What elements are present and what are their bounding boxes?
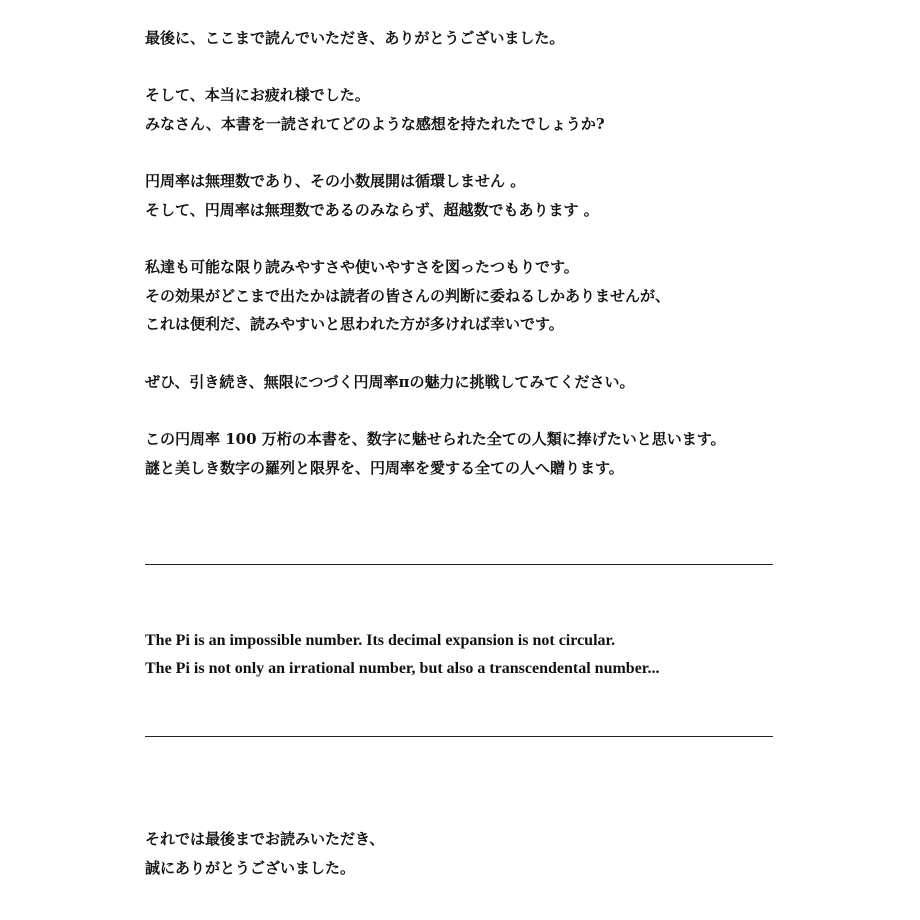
text-line: そして、円周率は無理数であるのみならず、超越数でもあります 。 [145,200,599,219]
text-line: これは便利だ、読みやすいと思われた方が多ければ幸いです。 [145,315,564,333]
paragraph-farewell [145,825,384,882]
paragraph-challenge [145,368,634,397]
text-line: 私達も可能な限り読みやすさや使いやすさを図ったつもりです。 [145,258,579,276]
english-line: The Pi is not only an irrational number, but also a transcendental number... [145,660,660,677]
text-line: その効果がどこまで出たかは読者の皆さんの判断に委ねるしかありませんが、 [145,286,671,305]
text-line: みなさん、本書を一読されてどのような感想を持たれたでしょうか? [145,114,605,133]
text-line: 最後に、ここまで読んでいただき、ありがとうございました。 [145,29,565,47]
paragraph-irrational [145,167,599,224]
text-line: 謎と美しき数字の羅列と限界を、円周率を愛する全ての人へ贈ります。 [145,458,624,477]
paragraph-readability [145,253,670,339]
paragraph-thanks [145,24,564,53]
divider-bottom [145,736,773,737]
english-line: The Pi is an impossible number. Its decimal expansion is not circular. [145,632,616,649]
text-line: ぜひ、引き続き、無限につづく円周率πの魅力に挑戦してみてください。 [145,373,635,391]
paragraph-impressions [145,81,605,138]
text-line: そして、本当にお疲れ様でした。 [145,86,370,104]
english-summary [145,627,659,683]
paragraph-dedication [145,425,726,482]
divider-top [145,564,773,565]
text-line: この円周率 100 万桁の本書を、数字に魅せられた全ての人類に捧げたいと思います。 [145,430,726,448]
text-line: 円周率は無理数であり、その小数展開は循環しません 。 [145,172,526,190]
text-line: 誠にありがとうございました。 [145,858,356,877]
text-line: それでは最後までお読みいただき、 [145,830,385,848]
